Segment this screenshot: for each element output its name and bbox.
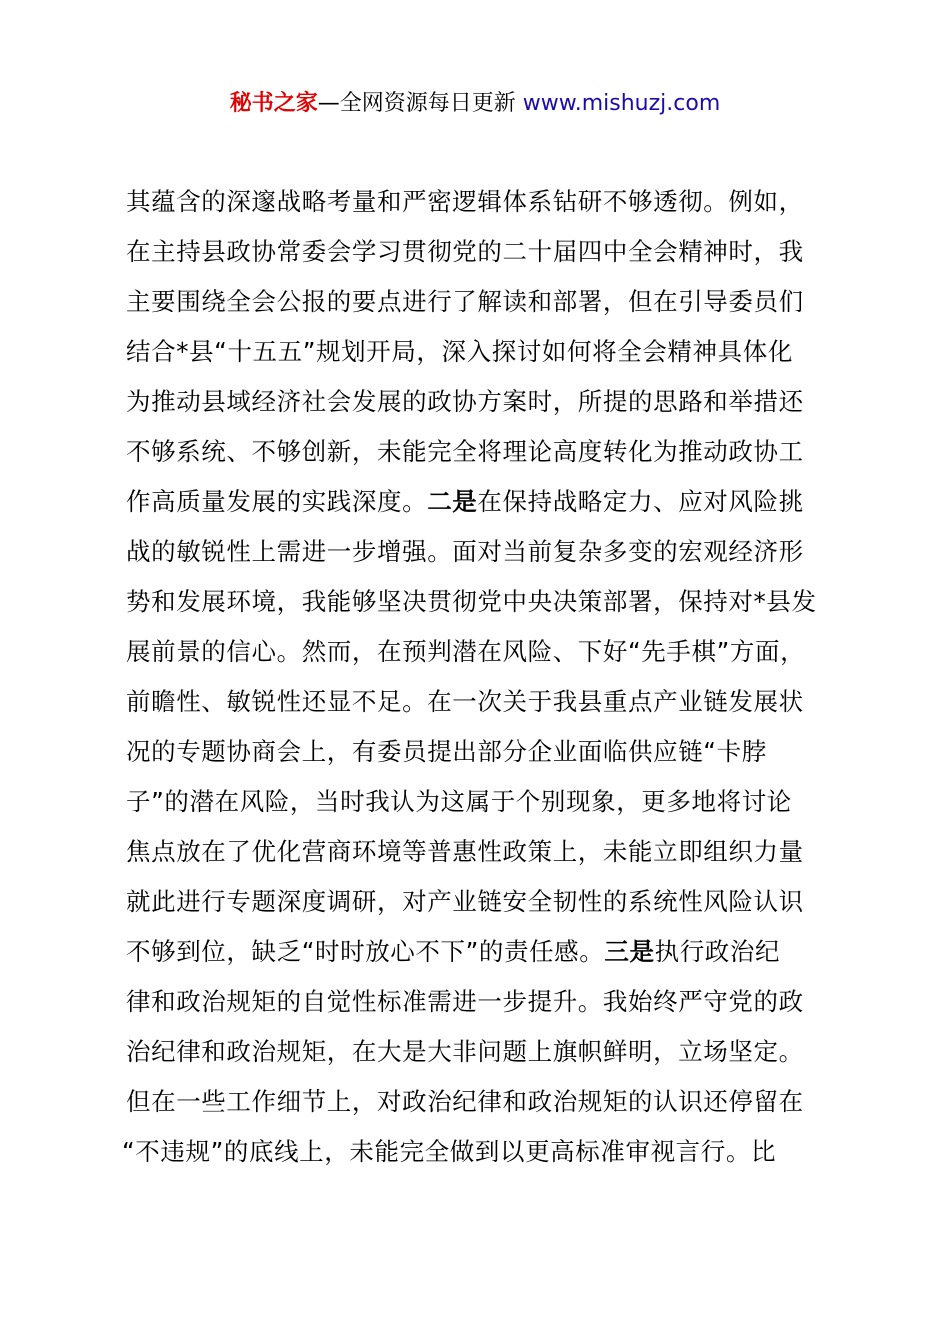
text-segment: 展前景的信心。然而，在预判潜在风险、下好“先手棋”方面， [126,637,806,666]
text-segment: 不够到位，缺乏“时时放心不下”的责任感。 [126,937,605,966]
text-line [126,432,838,482]
text-segment: 不够系统、不够创新，未能完全将理论高度转化为推动政协工 [126,437,804,466]
header-tagline: —全网资源每日更新 [317,91,523,116]
text-line [126,1032,838,1082]
text-line [126,632,838,682]
text-segment: 执行政治纪 [654,937,781,966]
text-segment: 况的专题协商会上，有委员提出部分企业面临供应链“卡脖 [126,737,767,766]
text-segment: 焦点放在了优化营商环境等普惠性政策上，未能立即组织力量 [126,837,804,866]
text-line [126,582,838,632]
text-segment: 主要围绕全会公报的要点进行了解读和部署，但在引导委员们 [126,287,804,316]
text-segment: 子”的潜在风险，当时我认为这属于个别现象，更多地将讨论 [126,787,792,816]
text-segment: 其蕴含的深邃战略考量和严密逻辑体系钻研不够透彻。例如， [126,187,804,216]
text-line [126,932,838,982]
text-segment: 在保持战略定力、应对风险挑 [477,487,804,516]
text-line [126,482,838,532]
text-line [126,232,838,282]
text-segment: 势和发展环境，我能够坚决贯彻党中央决策部署，保持对*县发 [126,587,817,616]
text-segment: 治纪律和政治规矩，在大是大非问题上旗帜鲜明，立场坚定。 [126,1037,804,1066]
bold-heading-marker: 二是 [427,487,478,516]
page-header [0,88,950,120]
text-line [126,332,838,382]
site-url-link[interactable]: www.mishuzj.com [522,91,721,116]
text-segment: 结合*县“十五五”规划开局，深入探讨如何将全会精神具体化 [126,337,793,366]
text-segment: 律和政治规矩的自觉性标准需进一步提升。我始终严守党的政 [126,987,804,1016]
text-line [126,382,838,432]
text-segment: 战的敏锐性上需进一步增强。面对当前复杂多变的宏观经济形 [126,537,804,566]
text-segment: 前瞻性、敏锐性还显不足。在一次关于我县重点产业链发展状 [126,687,804,716]
text-line [126,182,838,232]
bold-heading-marker: 三是 [604,937,655,966]
document-body [122,182,838,1182]
text-line [126,282,838,332]
text-line [126,682,838,732]
text-line [122,1132,838,1182]
text-line [126,532,838,582]
text-line [126,832,838,882]
text-segment: 作高质量发展的实践深度。 [126,487,428,516]
text-segment: “不违规”的底线上，未能完全做到以更高标准审视言行。比 [122,1137,777,1166]
text-segment: 为推动县域经济社会发展的政协方案时，所提的思路和举措还 [126,387,804,416]
text-line [126,782,838,832]
brand-name: 秘书之家 [229,91,318,116]
text-line [126,1082,838,1132]
text-line [126,882,838,932]
text-line [126,982,838,1032]
text-segment: 就此进行专题深度调研，对产业链安全韧性的系统性风险认识 [126,887,804,916]
text-line [126,732,838,782]
text-segment: 在主持县政协常委会学习贯彻党的二十届四中全会精神时，我 [126,237,804,266]
text-segment: 但在一些工作细节上，对政治纪律和政治规矩的认识还停留在 [126,1087,804,1116]
